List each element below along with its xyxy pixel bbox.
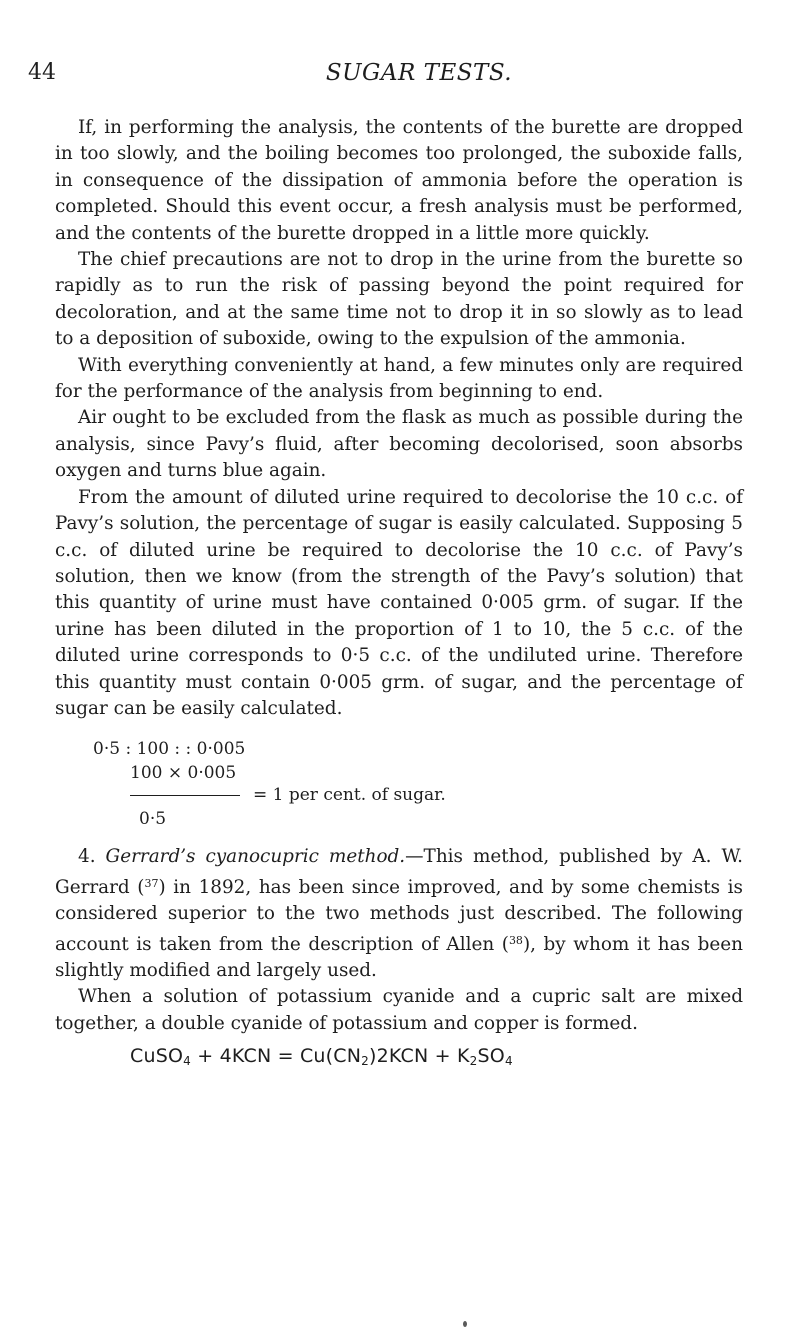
chemical-equation: CuSO$_4$ + $4KCN = Cu(CN_2)2KCN + K_2SO_4$ <box>130 1045 513 1069</box>
percentage-formula <box>55 736 743 832</box>
reference-marker: 37 <box>144 876 159 890</box>
body-text <box>55 115 743 1075</box>
section-text: —This method, published by A. W. Gerrard ( <box>55 846 743 898</box>
formula-denominator: 0·5 <box>139 809 167 830</box>
page-number: 44 <box>28 60 56 85</box>
formula-result: = 1 per cent. of sugar. <box>253 785 446 806</box>
reference-marker: 38 <box>508 933 523 947</box>
formula-proportion: 0·5 : 100 : : 0·005 <box>93 739 246 760</box>
page-header <box>28 58 770 88</box>
fraction-bar <box>130 795 240 796</box>
paragraph: Air ought to be excluded from the flask as much as possible during the analysis, since Pavy’s fluid, after becoming decolorised, soon absorbs oxygen and turns blue again. <box>55 407 743 482</box>
section-title: Gerrard’s cyanocupric method. <box>105 846 406 868</box>
paragraph: When a solution of potassium cyanide and a cupric salt are mixed together, a double cyanide of potassium and copper is formed. <box>55 986 743 1034</box>
running-title: SUGAR TESTS. <box>325 60 513 86</box>
section-text: ), by whom it has been slightly modified and largely used. <box>55 933 743 981</box>
paragraph: With everything conveniently at hand, a few minutes only are required for the performance of the analysis from beginning to end. <box>55 354 743 403</box>
section-number: 4. <box>78 846 96 868</box>
page-mark <box>463 1321 467 1327</box>
section-text: ) in 1892, has been since improved, and by some chemists is considered superior to the two methods just described. The following account is taken from the description of Allen ( <box>55 876 743 955</box>
formula-numerator: 100 × 0·005 <box>130 763 237 784</box>
section-4-paragraph <box>55 844 743 984</box>
paragraph: If, in performing the analysis, the contents of the burette are dropped in too slowly, and the boiling becomes too prolonged, the suboxide falls, in consequence of the dissipation of ammonia before the operation is completed. Should this event occur, a fresh analysis must be performed, and the contents of the burette dropped in a little more quickly. <box>55 117 743 244</box>
paragraph: From the amount of diluted urine required to decolorise the 10 c.c. of Pavy’s solution, the percentage of sugar is easily calculated. Supposing 5 c.c. of diluted urine be required to decolorise the 10 c.c. of Pavy’s solution, then we know (from the strength of the Pavy’s solution) that this quantity of urine must have contained 0·005 grm. of sugar. If the urine has been diluted in the proportion of 1 to 10, the 5 c.c. of the diluted urine corresponds to 0·5 c.c. of the undiluted urine. Therefore this quantity must contain 0·005 grm. of sugar, and the percentage of sugar can be easily calculated. <box>55 486 743 719</box>
paragraph: The chief precautions are not to drop in the urine from the burette so rapidly as to run the risk of passing beyond the point required for decoloration, and at the same time not to drop it in so slowly as to lead to a deposition of suboxide, owing to the expulsion of the ammonia. <box>55 249 743 350</box>
